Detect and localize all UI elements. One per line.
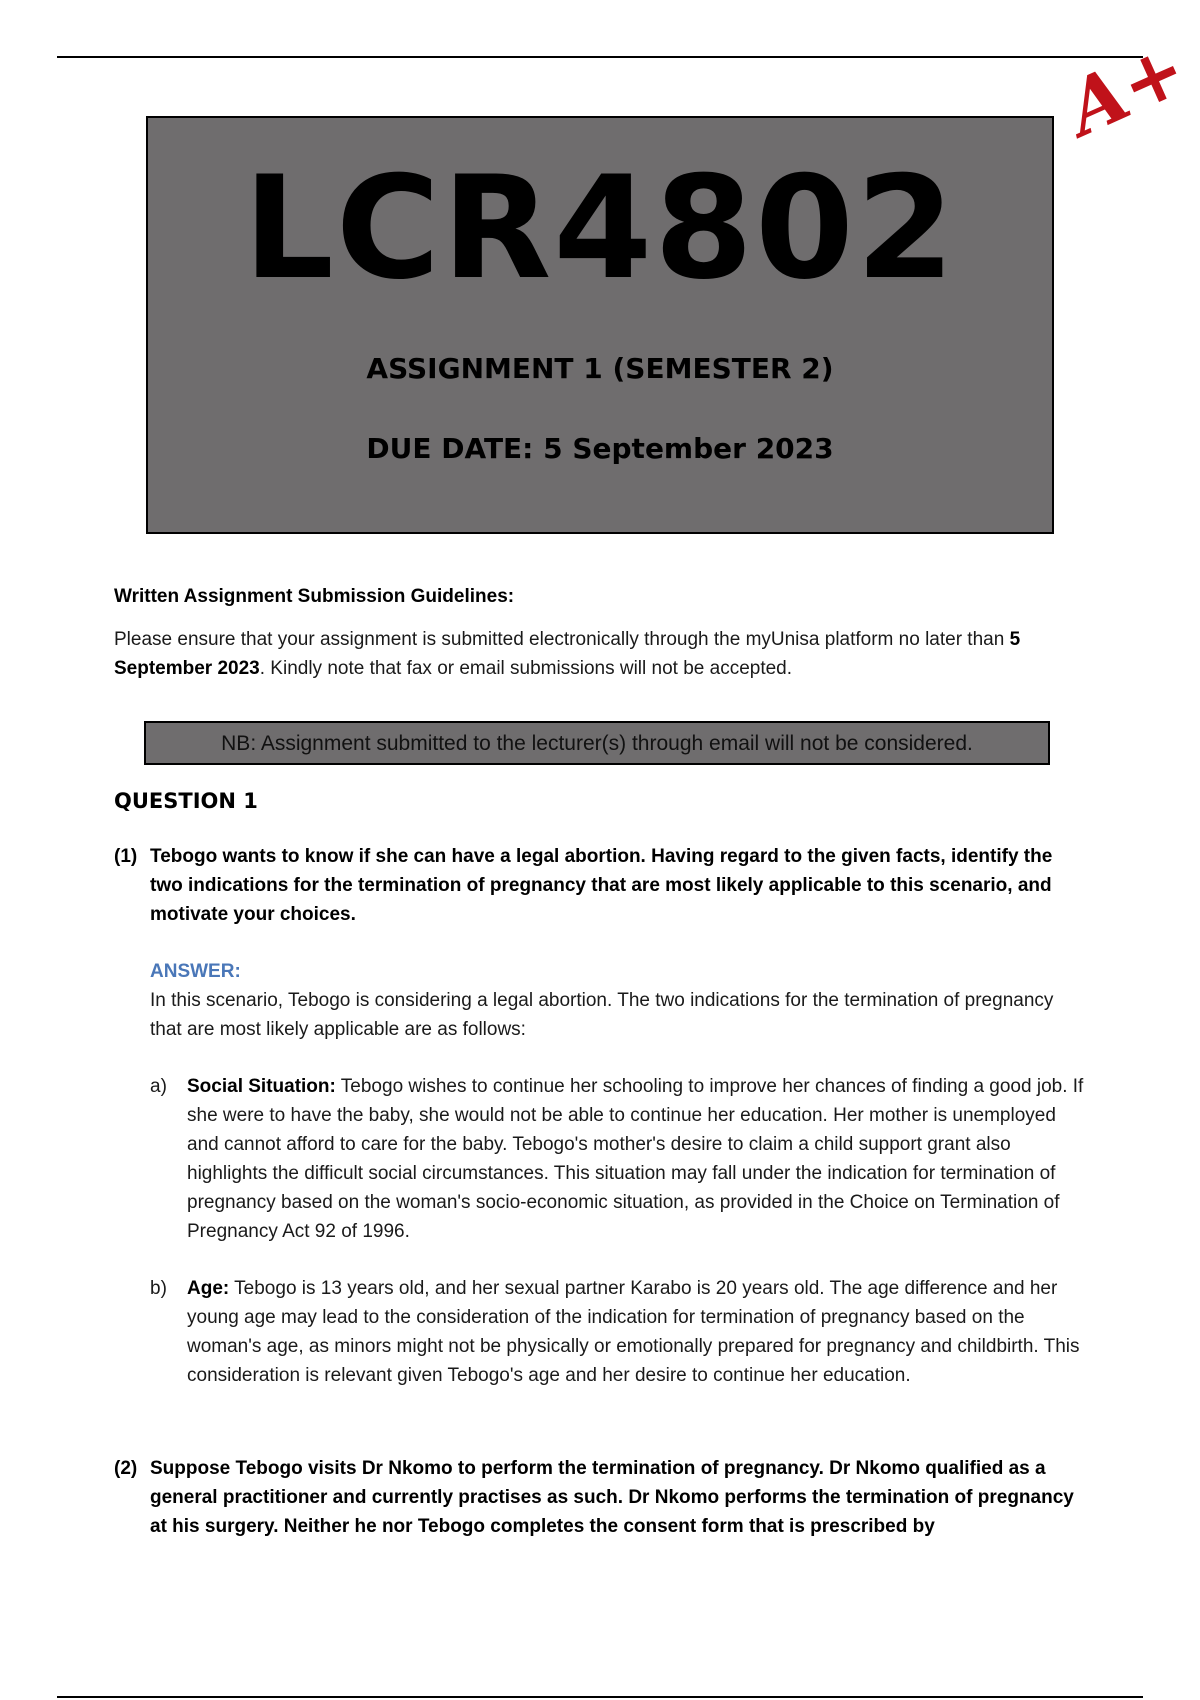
answer-item-letter: a) bbox=[150, 1076, 167, 1097]
grade-stamp-text: A+ bbox=[1054, 25, 1199, 153]
grade-stamp bbox=[1054, 25, 1199, 153]
answer-intro: In this scenario, Tebogo is considering a legal abortion. The two indications for the termination of pregnancy that are most likely applicable are as follows: bbox=[150, 990, 1054, 1040]
answer-block bbox=[150, 957, 1084, 1390]
guidelines-text-after: . Kindly note that fax or email submissions will not be accepted. bbox=[259, 658, 793, 679]
answer-label: ANSWER: bbox=[150, 961, 241, 982]
answer-item-term: Age: bbox=[187, 1278, 230, 1299]
guidelines-date: 5 September 2023 bbox=[114, 629, 1021, 679]
cover-box bbox=[146, 116, 1054, 534]
answer-item-text bbox=[187, 1072, 1084, 1246]
question-heading: QUESTION 1 bbox=[114, 789, 258, 813]
answer-item bbox=[150, 1072, 1084, 1246]
course-code: LCR4802 bbox=[243, 146, 957, 311]
document-body bbox=[114, 582, 1084, 1541]
assignment-title: ASSIGNMENT 1 (SEMESTER 2) bbox=[366, 352, 834, 385]
due-date: DUE DATE: 5 September 2023 bbox=[366, 432, 834, 465]
question-number: (1) bbox=[114, 846, 138, 867]
nb-notice: NB: Assignment submitted to the lecturer(s) through email will not be considered. bbox=[144, 721, 1050, 765]
answer-item-body: Tebogo is 13 years old, and her sexual partner Karabo is 20 years old. The age difference and her young age may lead to the consideration of the indication for termination of pregnancy based on the woman's age, as minors might not be physically or emotionally prepared for pregnancy and childbirth. This consideration is relevant given Tebogo's age and her desire to continue her education. bbox=[187, 1278, 1080, 1386]
guidelines-heading: Written Assignment Submission Guidelines: bbox=[114, 586, 515, 607]
question-text: Tebogo wants to know if she can have a legal abortion. Having regard to the given facts, identify the two indications for the termination of pregnancy that are most likely applicable to this scenario, and motivate your choices. bbox=[150, 846, 1053, 925]
answer-item bbox=[150, 1274, 1084, 1390]
answer-item-body: Tebogo wishes to continue her schooling to improve her chances of finding a good job. If she were to have the baby, she would not be able to continue her education. Her mother is unemployed and cannot afford to care for the baby. Tebogo's mother's desire to claim a child support grant also highlights the difficult social circumstances. This situation may fall under the indication for termination of pregnancy based on the woman's socio-economic situation, as provided in the Choice on Termination of Pregnancy Act 92 of 1996. bbox=[187, 1076, 1084, 1242]
top-rule bbox=[57, 56, 1143, 58]
question-2 bbox=[114, 1454, 1084, 1541]
bottom-rule bbox=[57, 1696, 1143, 1698]
question-1 bbox=[114, 842, 1084, 929]
guidelines-text bbox=[114, 625, 1084, 683]
answer-item-term: Social Situation: bbox=[187, 1076, 336, 1097]
question-text: Suppose Tebogo visits Dr Nkomo to perform the termination of pregnancy. Dr Nkomo qualified as a general practitioner and currently practises as such. Dr Nkomo performs the termination of pregnancy at his surgery. Neither he nor Tebogo completes the consent form that is prescribed by bbox=[150, 1458, 1074, 1537]
answer-item-text bbox=[187, 1274, 1084, 1390]
guidelines-text-before: Please ensure that your assignment is submitted electronically through the myUnisa platform no later than bbox=[114, 629, 1010, 650]
answer-item-letter: b) bbox=[150, 1278, 167, 1299]
question-number: (2) bbox=[114, 1458, 138, 1479]
